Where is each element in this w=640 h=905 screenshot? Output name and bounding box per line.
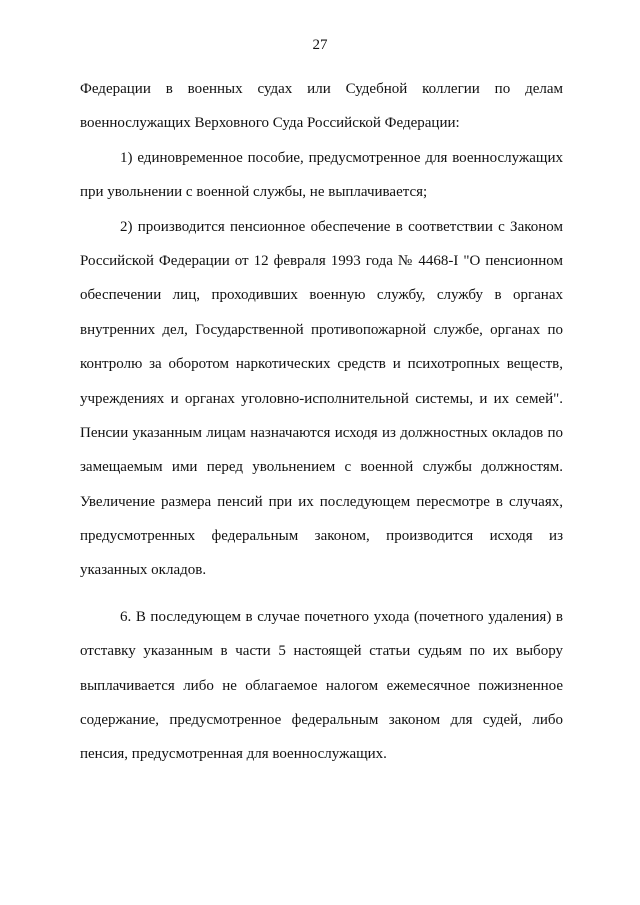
text-line: замещаемым ими перед увольнением с военной службы должностям. bbox=[80, 459, 563, 476]
text-line: обеспечении лиц, проходивших военную службу, службу в органах bbox=[80, 287, 563, 304]
text-line: отставку указанным в части 5 настоящей статьи судьям по их выбору bbox=[80, 643, 563, 660]
text-line: контролю за оборотом наркотических средств и психотропных веществ, bbox=[80, 356, 563, 373]
text-line: Федерации в военных судах или Судебной коллегии по делам bbox=[80, 81, 563, 97]
text-line: военнослужащих Верховного Суда Российской Федерации: bbox=[80, 115, 460, 132]
text-line: указанных окладов. bbox=[80, 562, 207, 579]
text-line: 2) производится пенсионное обеспечение в соответствии с Законом bbox=[120, 218, 563, 235]
paragraph-gap bbox=[80, 588, 563, 600]
text-line: Российской Федерации от 12 февраля 1993 года № 4468-I "О пенсионном bbox=[80, 252, 563, 269]
text-line: 1) единовременное пособие, предусмотренное для военнослужащих bbox=[120, 149, 563, 166]
text-line: предусмотренных федеральным законом, производится исходя из bbox=[80, 528, 563, 545]
text-line: внутренних дел, Государственной противопожарной службе, органах по bbox=[80, 321, 563, 338]
text-line: Увеличение размера пенсий при их последующем пересмотре в случаях, bbox=[80, 493, 563, 510]
document-body bbox=[80, 72, 563, 772]
text-line: Пенсии указанным лицам назначаются исходя из должностных окладов по bbox=[80, 424, 563, 441]
page-number: 27 bbox=[312, 37, 328, 53]
text-line: 6. В последующем в случае почетного ухода (почетного удаления) в bbox=[120, 608, 563, 625]
text-line: учреждениях и органах уголовно-исполнительной системы, и их семей". bbox=[80, 390, 563, 407]
text-line: выплачивается либо не облагаемое налогом ежемесячное пожизненное bbox=[80, 677, 563, 694]
text-line: пенсия, предусмотренная для военнослужащих. bbox=[80, 746, 387, 763]
text-line: содержание, предусмотренное федеральным законом для судей, либо bbox=[80, 712, 563, 729]
text-line: при увольнении с военной службы, не выплачивается; bbox=[80, 184, 428, 201]
